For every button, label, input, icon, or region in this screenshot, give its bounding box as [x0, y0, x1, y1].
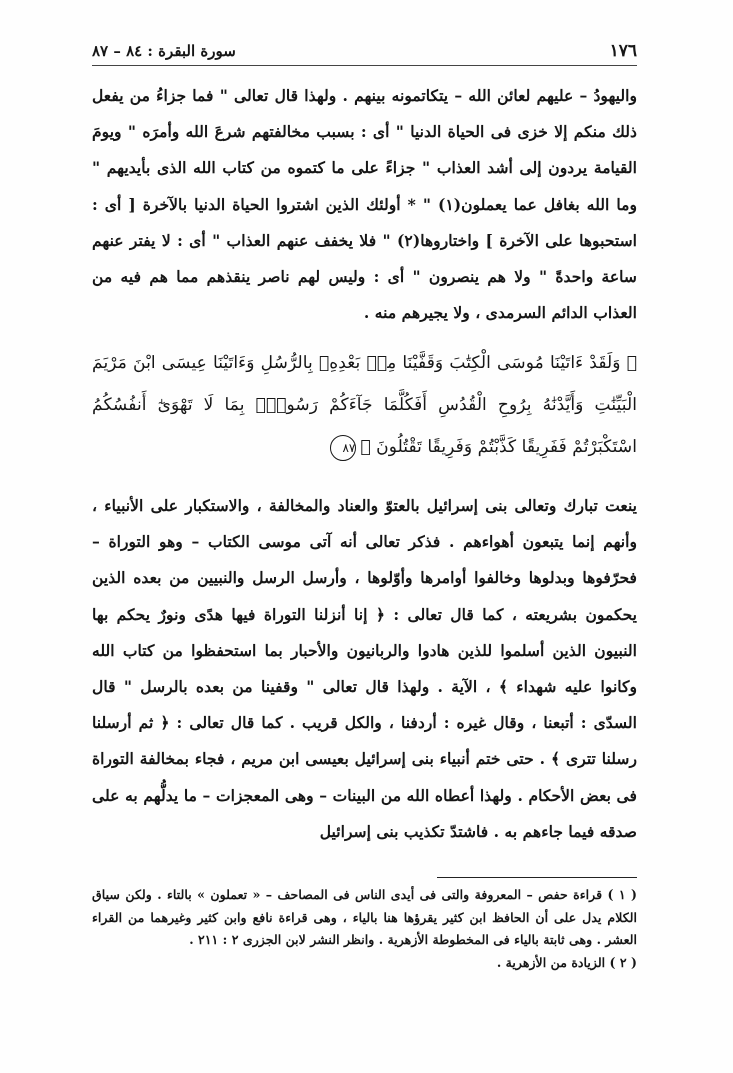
page-number: ١٧٦ — [609, 41, 637, 61]
footnote-1: ( ١ ) قراءة حفص – المعروفة والتى فى أيدى الناس فى المصاحف – « تعملون » بالتاء . ولكن سياق الكلام يدل على أن الحافظ ابن كثير يقرؤها هنا بالياء ، وهى قراءة نافع وابن كثير وغيرهما من القراء العشر . وهى ثابتة بالياء فى المخطوطة الأزهرية . وانظر النشر لابن الجزرى ٢ : ٢١١ . — [92, 887, 638, 948]
quran-verse-line — [92, 342, 637, 468]
running-head: سورة البقرة : ٨٤ – ٨٧ — [92, 42, 236, 60]
header-divider — [92, 65, 637, 66]
quran-verse-text: ﴿ وَلَقَدْ ءَاتَيْنَا مُوسَى الْكِتَٰبَ وَقَفَّيْنَا مِنۢ بَعْدِهِۦ بِالرُّسُلِ وَءَاتَيْنَا عِيسَى ابْنَ مَرْيَمَ الْبَيِّنَٰتِ وَأَيَّدْنَٰهُ بِرُوحِ الْقُدُسِ أَفَكُلَّمَا جَآءَكُمْ رَسُولٌۢ بِمَا لَا تَهْوَىٰٓ أَنفُسُكُمُ اسْتَكْبَرْتُمْ فَفَرِيقًا كَذَّبْتُمْ وَفَرِيقًا تَقْتُلُونَ ﴾ — [92, 353, 637, 457]
footnote-2: ( ٢ ) الزيادة من الأزهرية . — [496, 954, 637, 970]
footnotes — [92, 884, 637, 974]
footnote-divider — [437, 877, 637, 878]
commentary-paragraph-1 — [92, 78, 637, 331]
page-header — [92, 38, 637, 64]
commentary-paragraph-2-text: ينعت تبارك وتعالى بنى إسرائيل بالعتوّ والعناد والمخالفة ، والاستكبار على الأنبياء ، وأنهم إنما يتبعون أهواءهم . فذكر تعالى أنه آتى موسى الكتاب – وهو التوراة – فحرّفوها وبدلوها وخالفوا أوامرها وأوّلوها ، وأرسل الرسل والنبيين من بعده الذين يحكمون بشريعته ، كما قال تعالى : ﴿ إنا أنزلنا التوراة فيها هدًى ونورٌ يحكم بها النبيون الذين أسلموا للذين هادوا والربانيون والأحبار بما استحفظوا من كتاب الله وكانوا عليه شهداء ﴾ ، الآية . ولهذا قال تعالى " وقفينا من بعده بالرسل " قال السدّى : أتبعنا ، وقال غيره : أردفنا ، والكل قريب . كما قال تعالى : ﴿ ثم أرسلنا رسلنا تترى ﴾ . حتى ختم أنبياء بنى إسرائيل بعيسى ابن مريم ، فجاء بمخالفة التوراة فى بعض الأحكام . ولهذا أعطاه الله من البينات – وهى المعجزات – ما يدلُّهم به على صدقه فيما جاءهم به . فاشتدّ تكذيب بنى إسرائيل — [92, 496, 637, 841]
commentary-paragraph-2 — [92, 488, 637, 850]
verse-number-marker: ٨٧ — [330, 435, 356, 461]
quran-verse — [92, 342, 637, 468]
commentary-paragraph-1-text: واليهودُ – عليهم لعائن الله – يتكاتمونه بينهم . ولهذا قال تعالى " فما جزاءُ من يفعل ذلك منكم إلا خزى فى الحياة الدنيا " أى : بسبب مخالفتهم شرعَ الله وأمرَه " ويومَ القيامة يردون إلى أشد العذاب " جزاءً على ما كتموه من كتاب الله الذى بأيديهم " وما الله بغافل عما يعملون(١) " * أولئك الذين اشتروا الحياة الدنيا بالآخرة [ أى : استحبوها على الآخرة ] واختاروها(٢) " فلا يخفف عنهم العذاب " أى : لا يفتر عنهم ساعة واحدةً " ولا هم ينصرون " أى : وليس لهم ناصر ينقذهم مما هم فيه من العذاب الدائم السرمدى ، ولا يجيرهم منه . — [92, 86, 637, 323]
